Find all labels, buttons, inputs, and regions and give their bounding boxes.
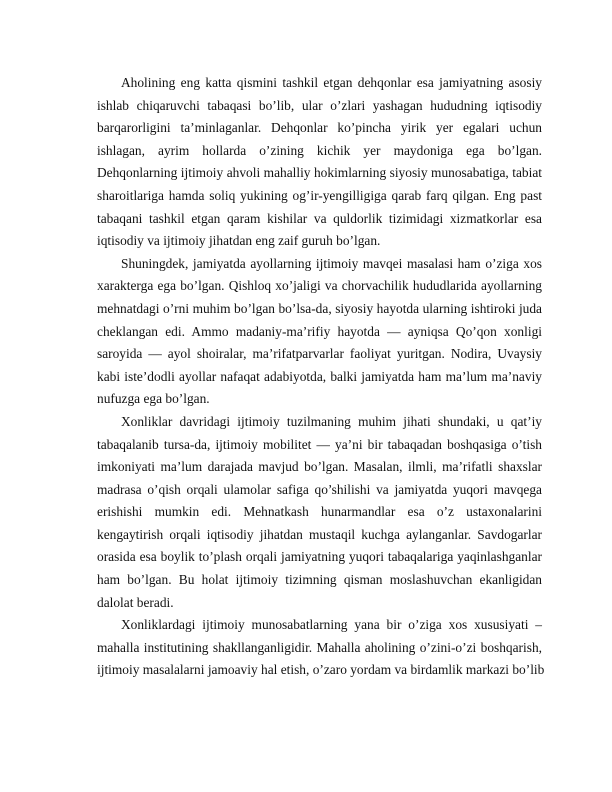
text-line: Xonliklardagi ijtimoiy munosabatlarning yana bir o’ziga xos xususiyati – bbox=[121, 617, 542, 633]
text-line: kabi iste’dodli ayollar nafaqat adabiyotda, balki jamiyatda ham ma’lum ma’naviy bbox=[97, 368, 542, 384]
paragraph bbox=[97, 411, 542, 614]
text-line: saroyida — ayol shoiralar, ma’rifatparvarlar faoliyat yuritgan. Nodira, Uvaysiy bbox=[97, 346, 542, 362]
paragraph bbox=[97, 614, 545, 682]
text-line: erishishi mumkin edi. Mehnatkash hunarmandlar esa o’z ustaxonalarini bbox=[97, 504, 542, 520]
text-line: kengaytirish orqali iqtisodiy jihatdan mustaqil kuchga aylanganlar. Savdogarlar bbox=[97, 526, 542, 542]
paragraph bbox=[97, 253, 542, 411]
text-line: ham bo’lgan. Bu holat ijtimoiy tizimning qisman moslashuvchan ekanligidan bbox=[97, 572, 542, 588]
text-line: madrasa o’qish orqali ulamolar safiga qo’shilishi va jamiyatda yuqori mavqega bbox=[97, 481, 542, 497]
text-line: orasida esa boylik to’plash orqali jamiyatning yuqori tabaqalariga yaqinlashganlar bbox=[97, 549, 542, 565]
text-line: imkoniyati ma’lum darajada mavjud bo’lgan. Masalan, ilmli, ma’rifatli shaxslar bbox=[97, 459, 542, 475]
text-line: xarakterga ega bo’lgan. Qishloq xo’jaligi va chorvachilik hududlarida ayollarning bbox=[97, 278, 542, 294]
text-line: ijtimoiy masalalarni jamoaviy hal etish, o’zaro yordam va birdamlik markazi bo’lib bbox=[97, 662, 545, 678]
text-line: Xonliklar davridagi ijtimoiy tuzilmaning muhim jihati shundaki, u qat’iy bbox=[121, 413, 542, 429]
text-line: ishlagan, ayrim hollarda o’zining kichik yer maydoniga ega bo’lgan. bbox=[97, 142, 542, 158]
text-line: mahalla institutining shakllanganligidir. Mahalla aholining o’zini-o’zi boshqarish, bbox=[97, 639, 542, 655]
text-line: Aholining eng katta qismini tashkil etgan dehqonlar esa jamiyatning asosiy bbox=[121, 75, 542, 90]
text-line: ishlab chiqaruvchi tabaqasi bo’lib, ular o’zlari yashagan hududning iqtisodiy bbox=[97, 97, 542, 113]
text-line: Shuningdek, jamiyatda ayollarning ijtimoiy mavqei masalasi ham o’ziga xos bbox=[121, 255, 542, 271]
text-line: nufuzga ega bo’lgan. bbox=[97, 391, 210, 407]
document-page bbox=[97, 72, 545, 682]
text-line: iqtisodiy va ijtimoiy jihatdan eng zaif guruh bo’lgan. bbox=[97, 233, 381, 249]
text-line: tabaqani tashkil etgan qaram kishilar va quldorlik tizimidagi xizmatkorlar esa bbox=[97, 210, 542, 226]
text-line: tabaqalanib tursa-da, ijtimoiy mobilitet — ya’ni bir tabaqadan boshqasiga o’tish bbox=[97, 436, 542, 452]
text-line: sharoitlariga hamda soliq yukining og’ir-yengilligiga qarab farq qilgan. Eng past bbox=[97, 187, 542, 203]
text-line: mehnatdagi o’rni muhim bo’lgan bo’lsa-da, siyosiy hayotda ularning ishtiroki juda bbox=[97, 300, 542, 316]
text-line: barqarorligini ta’minlaganlar. Dehqonlar ko’pincha yirik yer egalari uchun bbox=[97, 120, 542, 136]
text-line: cheklangan edi. Ammo madaniy-ma’rifiy hayotda — ayniqsa Qo’qon xonligi bbox=[97, 323, 542, 339]
text-line: Dehqonlarning ijtimoiy ahvoli mahalliy hokimlarning siyosiy munosabatiga, tabiat bbox=[97, 165, 542, 181]
paragraph bbox=[97, 72, 542, 253]
text-line: dalolat beradi. bbox=[97, 594, 174, 610]
